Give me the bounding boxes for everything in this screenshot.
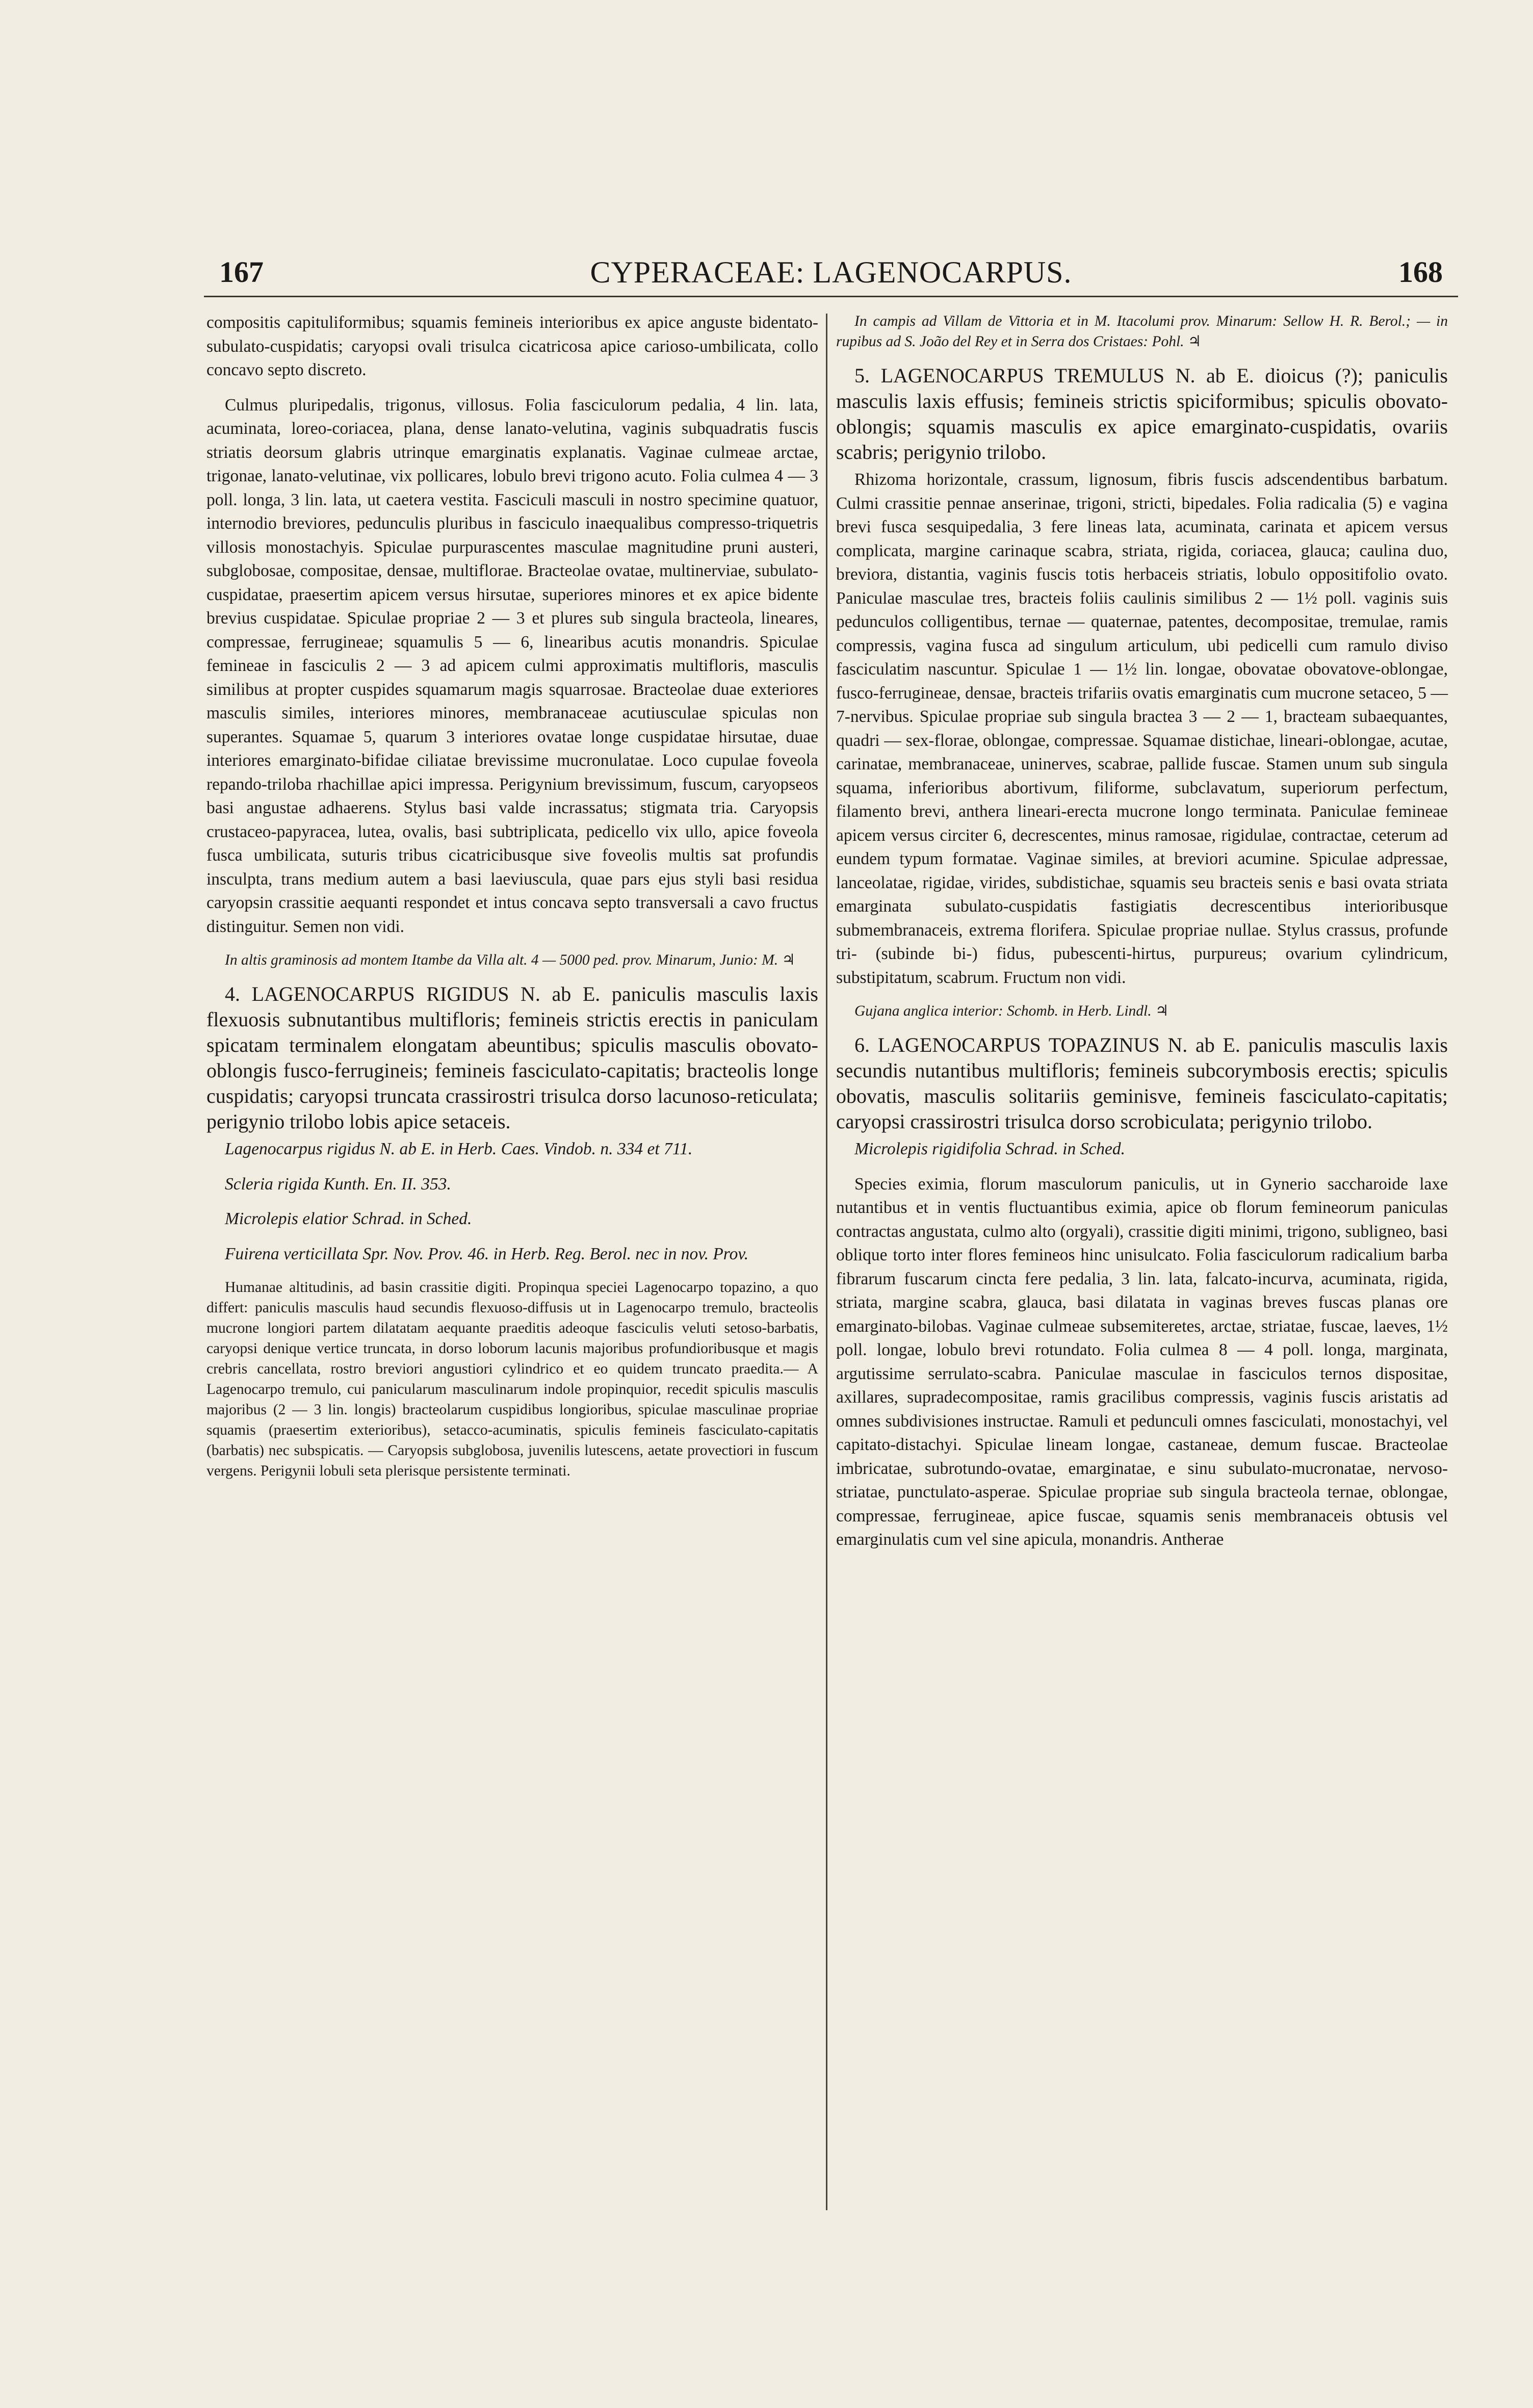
- species-heading: 6. LAGENOCARPUS TOPAZINUS N. ab E. paniculis masculis laxis secundis nutantibus multifloris; femineis subcorymbosis erectis; spiculis obovatis, masculis solitariis geminisve, femineis fasciculato-capitatis; caryopsi crassirostri trisulca dorso scrobiculata; perigynio trilobo.: [836, 1033, 1448, 1133]
- paragraph: Rhizoma horizontale, crassum, lignosum, fibris fuscis adscendentibus barbatum. Culmi crassitie pennae anserinae, trigoni, stricti, bipedales. Folia radicalia (5) e vagina brevi fusca sesquipedalia, 3 fere lineas lata, acuminata, carinata et apicem versus complicata, margine carinaque scabra, striata, rigida, coriacea, glauca; caulina duo, breviora, distantia, vaginis fuscis totis herbaceis striatis, lobulo oppositifolio ovato. Paniculae masculae tres, bracteis foliis caulinis similibus 2 — 1½ poll. vaginis suis pedunculos colligentibus, ternae — quaternae, patentes, decompositae, tremulae, ramis compressis, vagina fusca ad singulum articulum, ubi pedicelli cum ramulo diviso fasciculatim nascuntur. Spiculae 1 — 1½ lin. longae, obovatae obovatove-oblongae, fusco-ferrugineae, densae, bracteis trifariis ovatis emarginatis cum mucrone setaceo, 5 — 7-nervibus. Spiculae propriae sub singula bractea 3 — 2 — 1, bracteam subaequantes, quadri — sex-florae, oblongae, compressae. Squamae distichae, lineari-oblongae, acutae, carinatae, membranaceae, uninerves, scabrae, pallide fuscae. Stamen unum sub singula squama, inferioribus abortivum, filiforme, subclavatum, superiorum perfectum, filamento brevi, anthera lineari-erecta mucrone longo terminata. Paniculae femineae apicem versus circiter 6, decrescentes, minus ramosae, rigidulae, contractae, ceterum ad eundem typum formatae. Vaginae similes, at breviori acumine. Spiculae adpressae, lanceolatae, rigidae, virides, subdistichae, squamis seu bracteis senis e basi ovata striata emarginata subulato-cuspidatis fastigiatis decrescentibus interioribusque submembranaceis, extrema florifera. Spiculae propriae nullae. Stylus crassus, profunde tri- (subinde bi-) fidus, pubescenti-hirtus, purpureus; ovarium cylindricum, substipitatum, scabrum. Fructum non vidi.: [836, 470, 1448, 987]
- page-number-right: 168: [1398, 255, 1443, 289]
- right-column: [836, 311, 1448, 1563]
- species-heading: 5. LAGENOCARPUS TREMULUS N. ab E. dioicus (?); paniculis masculis laxis effusis; femineis strictis spiciformibus; spiculis obovato-oblongis; squamis masculis ex apice emarginato-cuspidatis, ovariis scabris; perigynio trilobo.: [836, 364, 1448, 463]
- header-rule: [204, 296, 1458, 297]
- species-heading: 4. LAGENOCARPUS RIGIDUS N. ab E. paniculis masculis laxis flexuosis subnutantibus multifloris; femineis strictis erectis in paniculam spicatam terminalem elongatam abeuntibus; spiculis masculis obovato-oblongis fusco-ferrugineis; femineis fasciculato-capitatis; bracteolis longe cuspidatis; caryopsi truncata crassirostri trisulca dorso lacunoso-reticulata; perigynio trilobo lobis apice setaceis.: [206, 982, 818, 1133]
- column-divider: [826, 314, 827, 2210]
- synonym-citation: Microlepis rigidifolia Schrad. in Sched.: [854, 1140, 1125, 1158]
- paragraph: Species eximia, florum masculorum paniculis, ut in Gynerio saccharoide laxe nutantibus et in ventis fluctuantibus eximia, apice ob florum femineorum paniculas contractas angustata, culmo alto (orgyali), crassitie digiti minimi, trigono, subligneo, basi oblique torto inter flores femineos hinc unisulcato. Folia fasciculorum radicalium barba fibrarum fuscarum cincta fere pedalia, 3 lin. lata, falcato-incurva, acuminata, rigida, striata, margine scabra, glauca, basi dilatata in vaginas breves fuscas planas ore emarginato-bilobas. Vaginae culmeae subsemiteretes, arctae, striatae, fuscae, laeves, 1½ poll. longae, lobulo brevi rotundato. Folia culmea 8 — 4 poll. longa, marginata, argutissime serrulato-scabra. Paniculae masculae in fasciculos ternos dispositae, axillares, supradecompositae, ramis gracilibus compressis, vaginis fuscis aristatis ad omnes subdivisiones instructae. Ramuli et pedunculi omnes fasciculati, monostachyi, vel capitato-distachyi. Spiculae lineam longae, castaneae, demum fuscae. Bracteolae imbricatae, subrotundo-ovatae, emarginatae, e sinu subulato-mucronatae, nervoso-striatae, punctulato-asperae. Spiculae propriae sub singula bracteola ternae, oblongae, compressae, ferrugineae, apice fuscae, squamis senis membranaceis obtusis vel emarginulatis cum vel sine apicula, monandris. Antherae: [836, 1174, 1448, 1549]
- locality-note: In campis ad Villam de Vittoria et in M. Itacolumi prov. Minarum: Sellow H. R. Berol.; — in rupibus ad S. João del Rey et in Serra dos Cristaes: Pohl. ♃: [836, 313, 1448, 350]
- paragraph: Culmus pluripedalis, trigonus, villosus. Folia fasciculorum pedalia, 4 lin. lata, acuminata, loreo-coriacea, plana, dense lanato-velutina, vaginis subquadratis fuscis striatis deorsum glabris utrinque emarginatis explanatis. Vaginae culmeae arctae, trigonae, lanato-velutinae, vix pollicares, lobulo brevi trigono acuto. Folia culmea 4 — 3 poll. longa, 3 lin. lata, ut caetera vestita. Fasciculi masculi in nostro specimine quatuor, internodio breviores, pedunculis pluribus in fasciculo inaequalibus compresso-triquetris villosis monostachyis. Spiculae purpurascentes masculae magnitudine pruni austeri, subglobosae, compositae, densae, multiflorae. Bracteolae ovatae, multinerviae, subulato-cuspidatae, praesertim apicem versus hirsutae, superiores minores et ex apice bidente brevius cuspidatae. Spiculae propriae 2 — 3 et plures sub singula bracteola, lineares, compressae, ferrugineae; squamulis 5 — 6, linearibus acutis monandris. Spiculae femineae in fasciculis 2 — 3 ad apicem culmi approximatis multifloris, masculis similibus at propter cuspides squamarum magis squarrosae. Bracteolae duae exteriores masculis similes, interiores minores, membranaceae acutiusculae spiculas non superantes. Squamae 5, quarum 3 interiores ovatae longe cuspidatae hirsutae, duae interiores emarginato-bifidae ciliatae brevissime mucronulatae. Loco cupulae foveola repando-triloba rhachillae apici impressa. Perigynium brevissimum, fuscum, caryopseos basi angustae adhaerens. Stylus basi valde incrassatus; stigmata tria. Caryopsis crustaceo-papyracea, lutea, ovalis, basi subtriplicata, pedicello vix ullo, apice foveola fusca umbilicata, suturis tribus cicatricibusque sive foveolis multis sat profundis insculpta, trans medium autem a basi laeviuscula, quae pars ejus styli basi residua caryopsin crassitie aequanti respondet et intus concava septo transversali a cavo fructus distinguitur. Semen non vidi.: [206, 395, 818, 936]
- locality-note: In altis graminosis ad montem Itambe da Villa alt. 4 — 5000 ped. prov. Minarum, Junio: M. ♃: [225, 952, 795, 968]
- synonym-citation: Lagenocarpus rigidus N. ab E. in Herb. Caes. Vindob. n. 334 et 711.: [225, 1140, 693, 1158]
- paragraph: Humanae altitudinis, ad basin crassitie digiti. Propinqua speciei Lagenocarpo topazino, a quo differt: paniculis masculis haud secundis flexuoso-diffusis ut in Lagenocarpo tremulo, bracteolis mucrone longiori partem dilatatam aequante praeditis adeoque fasciculis veluti setoso-barbatis, caryopsi denique vertice truncata, in dorso loborum lacunis majoribus profundioribusque et magis crebris cancellata, rostro breviori angustiori cylindrico et eo quidem truncato praedita.— A Lagenocarpo tremulo, cui panicularum masculinarum indole propinquior, recedit spiculis masculis majoribus (2 — 3 lin. longis) bracteolarum cuspidibus longioribus, spiculae masculinae propriae squamis (praesertim exterioribus), setacco-acuminatis, spiculis femineis fasciculato-capitatis (barbatis) nec subspicatis. — Caryopsis subglobosa, juvenilis lutescens, aetate provectiori in fuscum vergens. Perigynii lobuli seta plerisque persistente terminati.: [206, 1279, 818, 1479]
- synonym-citation: Scleria rigida Kunth. En. II. 353.: [225, 1174, 451, 1194]
- synonym-citation: Microlepis elatior Schrad. in Sched.: [225, 1209, 472, 1228]
- paragraph: compositis capituliformibus; squamis femineis interioribus ex apice anguste bidentato-subulato-cuspidatis; caryopsi ovali trisulca cicatricosa apice carioso-umbilicata, collo concavo septo discreto.: [206, 313, 818, 379]
- left-column: [206, 311, 818, 1492]
- locality-note: Gujana anglica interior: Schomb. in Herb. Lindl. ♃: [854, 1003, 1169, 1019]
- running-header: [219, 255, 1443, 296]
- running-title: CYPERACEAE: LAGENOCARPUS.: [590, 255, 1072, 289]
- synonym-citation: Fuirena verticillata Spr. Nov. Prov. 46. in Herb. Reg. Berol. nec in nov. Prov.: [225, 1244, 749, 1263]
- page-number-left: 167: [219, 255, 264, 289]
